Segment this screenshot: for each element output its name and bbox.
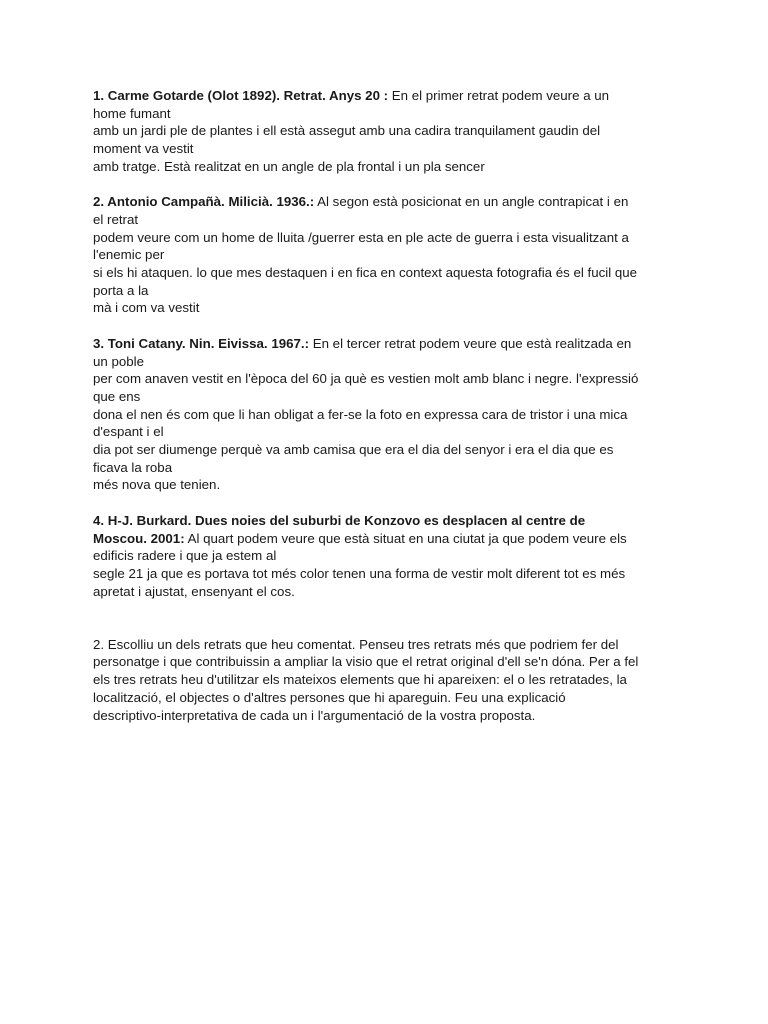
section-3-text: En el tercer retrat podem veure que està realitzada en bbox=[309, 335, 632, 351]
section-3-heading: 3. Toni Catany. Nin. Eivissa. 1967.: bbox=[93, 335, 310, 351]
section-3-line-2: un poble bbox=[93, 353, 145, 369]
section-3-line-7: dia pot ser diumenge perquè va amb camisa que era el dia del senyor i era el dia que es bbox=[93, 442, 614, 458]
section-2-line-3: podem veure com un home de lluita /guerrer esta en ple acte de guerra i esta visualitzant a bbox=[93, 229, 629, 245]
section-2-heading: 2. Antonio Campañà. Milicià. 1936.: bbox=[93, 194, 315, 210]
document-page bbox=[93, 87, 683, 742]
section-1-heading: 1. Carme Gotarde (Olot 1892). Retrat. Anys 20 : bbox=[93, 88, 389, 103]
section-3-line-8: ficava la roba bbox=[93, 459, 173, 475]
section-2-line-4: l'enemic per bbox=[93, 247, 165, 263]
section-2-line-7: mà i com va vestit bbox=[93, 300, 200, 316]
section-3-line-4: que ens bbox=[93, 388, 141, 404]
question-line-2: personatge i que contribuissin a ampliar la visio que el retrat original d'ell se'n dóna. Per a fel bbox=[93, 654, 639, 670]
section-1-line-2: home fumant bbox=[93, 105, 171, 121]
section-4-line-2: edificis radere i que ja estem al bbox=[93, 548, 277, 564]
section-1-text: En el primer retrat podem veure a un bbox=[388, 88, 610, 103]
section-3-line-5: dona el nen és com que li han obligat a fer-se la foto en expressa cara de tristor i una mica bbox=[93, 406, 628, 422]
blank-line bbox=[93, 618, 683, 636]
section-1-line-1 bbox=[93, 87, 683, 105]
section-4-heading-line: 4. H-J. Burkard. Dues noies del suburbi de Konzovo es desplacen al centre de bbox=[93, 512, 586, 528]
section-2-line-5: si els hi ataquen. lo que mes destaquen i en fica en context aquesta fotografia és el fucil que bbox=[93, 265, 638, 281]
question-line-1: 2. Escolliu un dels retrats que heu comentat. Penseu tres retrats més que podriem fer del bbox=[93, 636, 619, 652]
section-4-heading: Moscou. 2001: bbox=[93, 530, 185, 546]
section-2 bbox=[93, 193, 683, 317]
section-4-line-3: segle 21 ja que es portava tot més color tenen una forma de vestir molt diferent tot es més bbox=[93, 565, 626, 581]
section-4-text: Al quart podem veure que està situat en una ciutat ja que podem veure els bbox=[184, 530, 627, 546]
section-1-line-3: amb un jardi ple de plantes i ell està assegut amb una cadira tranquilament gaudin del bbox=[93, 123, 601, 139]
section-1-line-5: amb tratge. Està realitzat en un angle de pla frontal i un pla sencer bbox=[93, 158, 485, 174]
question-line-4: localització, el objectes o d'altres persones que hi apareguin. Feu una explicació bbox=[93, 689, 566, 705]
section-4 bbox=[93, 512, 683, 601]
section-2-line-1 bbox=[93, 193, 683, 211]
section-4-line-1 bbox=[93, 530, 683, 548]
section-3-line-6: d'espant i el bbox=[93, 424, 164, 440]
section-4-line-4: apretat i ajustat, ensenyant el cos. bbox=[93, 583, 295, 599]
question-line-3: els tres retrats heu d'utilitzar els mateixos elements que hi apareixen: el o les retratades, la bbox=[93, 672, 627, 688]
section-3-line-1 bbox=[93, 335, 683, 353]
section-2-line-6: porta a la bbox=[93, 282, 149, 298]
section-2-text: Al segon està posicionat en un angle contrapicat i en bbox=[314, 194, 629, 210]
section-3-line-3: per com anaven vestit en l'època del 60 ja què es vestien molt amb blanc i negre. l'expressió bbox=[93, 371, 639, 387]
section-1 bbox=[93, 87, 683, 176]
section-2-line-2: el retrat bbox=[93, 211, 139, 227]
question-line-5: descriptivo-interpretativa de cada un i l'argumentació de la vostra proposta. bbox=[93, 707, 536, 723]
section-3-line-9: més nova que tenien. bbox=[93, 477, 221, 493]
section-1-line-4: moment va vestit bbox=[93, 141, 194, 157]
section-3 bbox=[93, 335, 683, 494]
question-2 bbox=[93, 636, 683, 725]
